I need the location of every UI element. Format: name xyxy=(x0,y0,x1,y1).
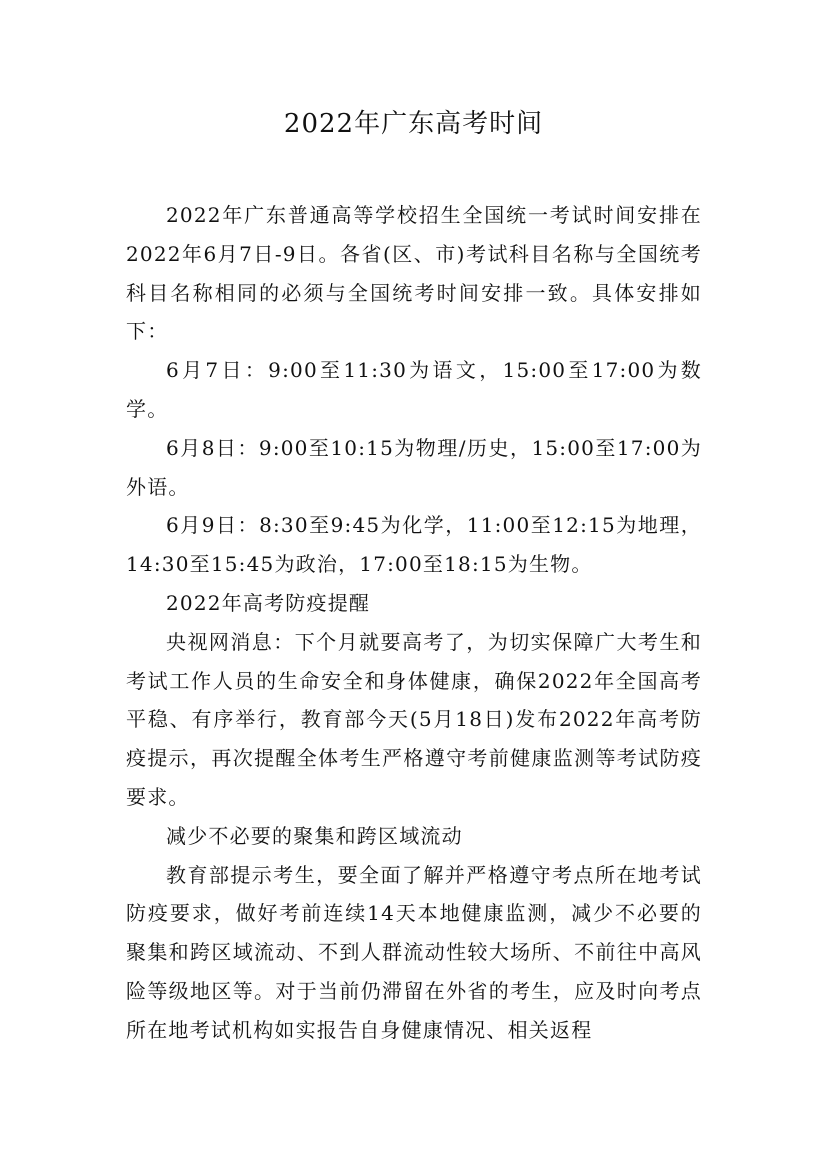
paragraph-exam-schedule-intro: 2022年广东普通高等学校招生全国统一考试时间安排在2022年6月7日-9日。各省(区、市)考试科目名称与全国统考科目名称相同的必须与全国统考时间安排一致。具体安排如下： xyxy=(126,203,702,344)
paragraph-june-8: 6月8日：9:00至10:15为物理/历史，15:00至17:00为外语。 xyxy=(126,435,702,499)
section-heading-epidemic-reminder: 2022年高考防疫提醒 xyxy=(166,590,371,615)
paragraph-cctv-news: 央视网消息：下个月就要高考了，为切实保障广大考生和考试工作人员的生命安全和身体健康，确保2022年全国高考平稳、有序举行，教育部今天(5月18日)发布2022年高考防疫提示，再次提醒全体考生严格遵守考前健康监测等考试防疫要求。 xyxy=(126,629,702,809)
document-body xyxy=(126,196,702,1050)
paragraph-june-9: 6月9日：8:30至9:45为化学，11:00至12:15为地理，14:30至15:45为政治，17:00至18:15为生物。 xyxy=(126,513,702,577)
section-heading-reduce-gathering: 减少不必要的聚集和跨区域流动 xyxy=(166,823,463,848)
paragraph-june-7: 6月7日：9:00至11:30为语文，15:00至17:00为数学。 xyxy=(126,358,702,421)
paragraph-ministry-reminder: 教育部提示考生，要全面了解并严格遵守考点所在地考试防疫要求，做好考前连续14天本地健康监测，减少不必要的聚集和跨区域流动、不到人群流动性较大场所、不前往中高风险等级地区等。对于当前仍滞留在外省的考生，应及时向考点所在地考试机构如实报告自身健康情况、相关返程 xyxy=(126,862,702,1042)
document-title: 2022年广东高考时间 xyxy=(283,109,544,139)
